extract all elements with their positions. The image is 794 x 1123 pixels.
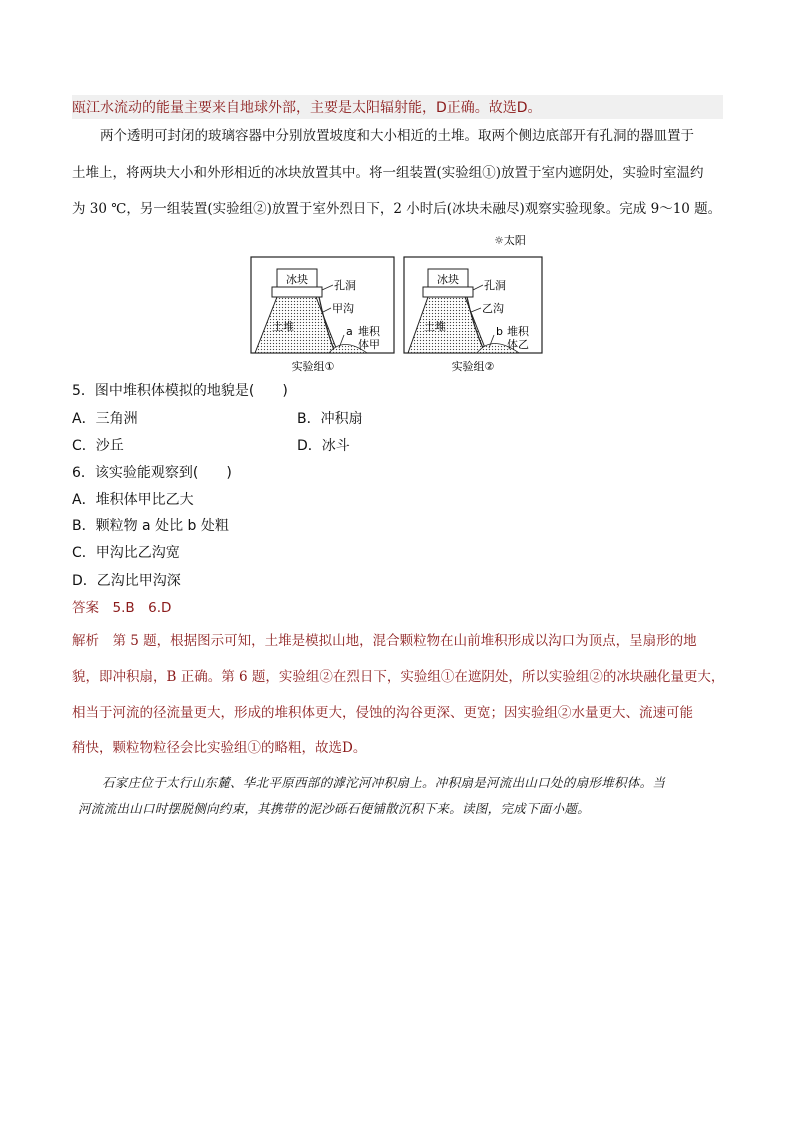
- answer-value: 5.B 6.D: [112, 600, 172, 616]
- deposit-yi-label-1: 堆积: [507, 325, 529, 338]
- next-material-line-1: 石家庄位于太行山东麓、华北平原西部的滹沱河冲积扇上。冲积扇是河流出山口处的扇形堆积体。当: [102, 775, 666, 790]
- question-6-stem: 6．该实验能观察到( ): [72, 465, 232, 481]
- point-a-label: a: [346, 325, 353, 338]
- gully-label-jia: 甲沟: [332, 302, 354, 315]
- experiment-group-1: [251, 257, 394, 373]
- caption-group-1: 实验组①: [291, 360, 335, 373]
- question-5-option-d: D．冰斗: [297, 438, 350, 454]
- question-5-option-b: B．冲积扇: [297, 411, 363, 427]
- dish-1: [272, 287, 322, 297]
- analysis-line-4: 稍快，颗粒物粒径会比实验组①的略粗，故选D。: [72, 740, 367, 756]
- question-5-option-c: C．沙丘: [72, 438, 124, 454]
- ice-label-2: 冰块: [437, 273, 459, 286]
- analysis-line-1: 解析 第 5 题，根据图示可知，土堆是模拟山地，混合颗粒物在山前堆积形成以沟口为顶点，呈扇形的地: [72, 633, 697, 649]
- question-6-option-a: A．堆积体甲比乙大: [72, 492, 194, 508]
- mound-label-1: 土堆: [272, 320, 294, 333]
- material-line-3: 为 30 ℃，另一组装置(实验组②)放置于室外烈日下，2 小时后(冰块未融尽)观察实验现象。完成 9～10 题。: [72, 201, 722, 217]
- sun-label: ☼太阳: [494, 234, 526, 247]
- mound-label-2: 土堆: [424, 320, 446, 333]
- next-material-line-2: 河流流出山口时摆脱侧向约束，其携带的泥沙砾石便铺散沉积下来。读图，完成下面小题。: [78, 801, 591, 816]
- experiment-group-2: [404, 257, 542, 373]
- deposit-yi-label-2: 体乙: [507, 338, 529, 351]
- answer-label: 答案: [72, 600, 99, 616]
- gully-label-yi: 乙沟: [482, 302, 504, 315]
- deposit-jia-label-2: 体甲: [358, 338, 380, 351]
- answer-row: [72, 599, 171, 617]
- dish-2: [423, 287, 473, 297]
- question-6-option-d: D．乙沟比甲沟深: [72, 573, 181, 589]
- analysis-label: 解析: [72, 633, 99, 649]
- analysis-line-3: 相当于河流的径流量更大，形成的堆积体更大，侵蚀的沟谷更深、更宽；因实验组②水量更大、流速可能: [72, 705, 693, 721]
- experiment-figure: [245, 228, 550, 376]
- question-5-option-a: A．三角洲: [72, 411, 138, 427]
- previous-answer-text: 瓯江水流动的能量主要来自地球外部，主要是太阳辐射能，D正确。故选D。: [72, 100, 542, 116]
- analysis-line-2: 貌，即冲积扇，B 正确。第 6 题，实验组②在烈日下，实验组①在遮阴处，所以实验组②的冰块融化量更大，: [72, 669, 725, 685]
- hole-label-2: 孔洞: [484, 279, 506, 292]
- point-b-label: b: [496, 325, 503, 338]
- question-5-stem: 5．图中堆积体模拟的地貌是( ): [72, 383, 288, 399]
- question-6-option-c: C．甲沟比乙沟宽: [72, 545, 180, 561]
- ice-label-1: 冰块: [286, 273, 308, 286]
- hole-label-1: 孔洞: [334, 279, 356, 292]
- deposit-jia-label-1: 堆积: [358, 325, 380, 338]
- material-line-2: 土堆上，将两块大小和外形相近的冰块放置其中。将一组装置(实验组①)放置于室内遮阴处，实验时室温约: [72, 165, 704, 181]
- question-6-option-b: B．颗粒物 a 处比 b 处粗: [72, 518, 229, 534]
- material-line-1: 两个透明可封闭的玻璃容器中分别放置坡度和大小相近的土堆。取两个侧边底部开有孔洞的器皿置于: [100, 128, 694, 144]
- caption-group-2: 实验组②: [451, 360, 495, 373]
